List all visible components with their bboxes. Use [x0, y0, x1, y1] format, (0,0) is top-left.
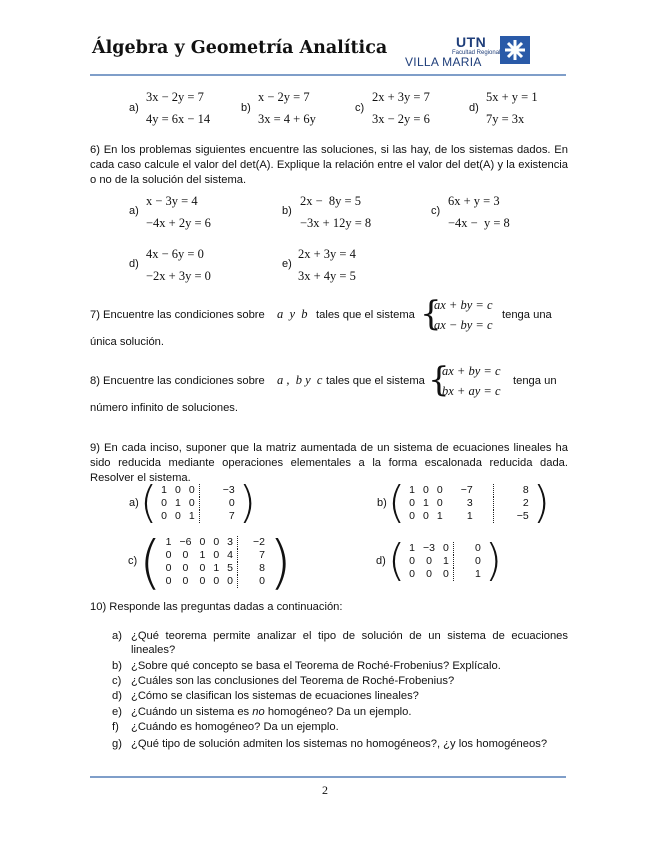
ex6-a-eq1: x − 3y = 4 — [146, 194, 198, 208]
item-label: g) — [112, 738, 122, 750]
matrix-row: 1 0 0 −7 8 — [409, 483, 529, 496]
item-label: f) — [112, 721, 119, 733]
matrix-row: 0 0 1 1 −5 — [409, 509, 529, 522]
item-text-em: no — [252, 706, 265, 718]
ex5-d-eq2: 7y = 3x — [486, 112, 525, 126]
ex6-b-eq1: 2x − 8y = 5 — [300, 194, 361, 208]
ex9-c-label: c) — [128, 555, 138, 567]
logo-line1: Facultad Regional — [452, 50, 501, 56]
matrix-row: 0 0 1 0 — [409, 554, 481, 567]
item-text-after: homogéneo? Da un ejemplo. — [267, 706, 412, 718]
matrix-row: 1 −6 0 0 3 −2 — [165, 536, 265, 548]
ex5-c-eq2: 3x − 2y = 6 — [372, 112, 430, 126]
matrix-c: ( 1 −6 0 0 3 −2 0 0 1 0 4 7 0 0 0 1 5 8 0 0 0 0 0 0 ) — [139, 528, 292, 596]
logo-brand: UTN — [456, 34, 487, 50]
footer-rule — [90, 776, 566, 778]
ex10-item-e — [112, 705, 568, 719]
ex7-brace: { — [420, 294, 442, 334]
ex5-a-eq1: 3x − 2y = 7 — [146, 90, 204, 104]
ex10-item-c — [112, 674, 568, 688]
ex6-b-eq2: −3x + 12y = 8 — [300, 216, 372, 230]
ex7-text-before: 7) Encuentre las condiciones sobre — [90, 309, 265, 321]
ex10-item-g — [112, 737, 568, 751]
ex6-d-label: d) — [129, 258, 139, 270]
ex5-b-eq1: x − 2y = 7 — [258, 90, 310, 104]
ex8-eq1: ax + by = c — [442, 364, 501, 378]
matrix-row: 1 0 0 −3 — [161, 483, 235, 496]
ex6-e-label: e) — [282, 258, 292, 270]
ex6-e-eq2: 3x + 4y = 5 — [298, 269, 356, 283]
ex8-eq2: bx + ay = c — [442, 384, 501, 398]
page-title: Álgebra y Geometría Analítica — [92, 38, 388, 58]
item-text: ¿Sobre qué concepto se basa el Teorema de Roché-Frobenius? Explícalo. — [131, 660, 501, 672]
item-text: ¿Cuáles son las conclusiones del Teorema de Roché-Frobenius? — [131, 675, 455, 687]
matrix-b: ( 1 0 0 −7 8 0 1 0 3 2 0 0 1 1 −5 ) — [388, 477, 550, 528]
matrix-row: 0 0 1 7 — [161, 509, 235, 522]
ex9-b-label: b) — [377, 497, 387, 509]
ex8-vars: a , b y c — [277, 373, 323, 387]
utn-emblem-icon — [500, 36, 530, 64]
ex5-d-eq1: 5x + y = 1 — [486, 90, 538, 104]
ex8-text-line2: número infinito de soluciones. — [90, 402, 239, 414]
item-text: ¿Qué tipo de solución admiten los sistemas no homogéneos?, ¿y los homogéneos? — [131, 738, 548, 750]
ex5-c-eq1: 2x + 3y = 7 — [372, 90, 430, 104]
matrix-row: 0 0 1 0 4 7 — [165, 549, 265, 561]
ex9-a-label: a) — [129, 497, 139, 509]
ex7-vars: a y b — [277, 307, 308, 321]
ex7-text-mid: tales que el sistema — [316, 309, 415, 321]
ex6-d-eq1: 4x − 6y = 0 — [146, 247, 204, 261]
ex10-item-f — [112, 720, 568, 734]
item-label: b) — [112, 660, 122, 672]
ex6-c-eq2: −4x − y = 8 — [448, 216, 510, 230]
logo-line2: VILLA MARIA — [405, 55, 482, 69]
ex5-c-label: c) — [355, 102, 365, 114]
ex5-b-eq2: 3x = 4 + 6y — [258, 112, 316, 126]
ex8-text-before: 8) Encuentre las condiciones sobre — [90, 375, 265, 387]
ex10-title: 10) Responde las preguntas dadas a continuación: — [90, 601, 343, 613]
ex7-text-after: tenga una — [502, 309, 552, 321]
item-label: c) — [112, 675, 122, 687]
ex6-e-eq1: 2x + 3y = 4 — [298, 247, 356, 261]
page-number: 2 — [322, 783, 328, 797]
ex6-text: 6) En los problemas siguientes encuentre las soluciones, si las hay, de los sistemas dados. En cada caso calcule el valor del det(A). Explique la relación entre el valor del det(A) y la existencia o no de la solución del sistema. — [90, 144, 568, 186]
item-text-before: ¿Cuándo un sistema es — [131, 706, 250, 718]
ex10-item-b — [112, 659, 568, 673]
ex6-c-label: c) — [431, 205, 441, 217]
item-label: d) — [112, 690, 122, 702]
ex5-a-eq2: 4y = 6x − 14 — [146, 112, 211, 126]
matrix-row: 0 1 0 3 2 — [409, 496, 529, 509]
ex10-item-a — [112, 629, 568, 657]
header-rule — [90, 74, 566, 76]
matrix-row: 1 −3 0 0 — [409, 541, 481, 554]
matrix-row: 0 0 0 0 0 0 — [165, 575, 265, 587]
ex7-text-line2: única solución. — [90, 336, 165, 348]
ex10-item-d — [112, 689, 568, 703]
ex9-d-label: d) — [376, 555, 386, 567]
ex5-d-label: d) — [469, 102, 479, 114]
ex5-b-label: b) — [241, 102, 251, 114]
matrix-row: 0 1 0 0 — [161, 496, 235, 509]
ex6-a-eq2: −4x + 2y = 6 — [146, 216, 211, 230]
ex8-text-after: tenga un — [513, 375, 557, 387]
ex9-text: 9) En cada inciso, suponer que la matriz aumentada de un sistema de ecuaciones lineales ha sido reducida mediante operaciones elementales a la forma escalonada reducida dada. Resolver el sistema. — [90, 442, 568, 484]
ex6-b-label: b) — [282, 205, 292, 217]
matrix-row: 0 0 0 1 5 8 — [165, 562, 265, 574]
matrix-d: ( 1 −3 0 0 0 0 1 0 0 0 0 1 ) — [388, 535, 503, 586]
ex8-text-mid: tales que el sistema — [326, 375, 425, 387]
ex5-a-label: a) — [129, 102, 139, 114]
ex7-eq2: ax − by = c — [434, 318, 493, 332]
item-text: ¿Cómo se clasifican los sistemas de ecuaciones lineales? — [131, 690, 419, 702]
item-text: ¿Cuándo es homogéneo? Da un ejemplo. — [131, 721, 339, 733]
ex6-c-eq1: 6x + y = 3 — [448, 194, 500, 208]
item-text: ¿Qué teorema permite analizar el tipo de solución de un sistema de ecuaciones lineales? — [131, 630, 568, 656]
matrix-row: 0 0 0 1 — [409, 567, 481, 580]
ex7-eq1: ax + by = c — [434, 298, 493, 312]
ex6-d-eq2: −2x + 3y = 0 — [146, 269, 211, 283]
ex8-brace: { — [428, 360, 450, 400]
matrix-a: ( 1 0 0 −3 0 1 0 0 0 0 1 7 ) — [140, 477, 256, 528]
item-label: a) — [112, 630, 122, 642]
ex6-a-label: a) — [129, 205, 139, 217]
item-label: e) — [112, 706, 122, 718]
